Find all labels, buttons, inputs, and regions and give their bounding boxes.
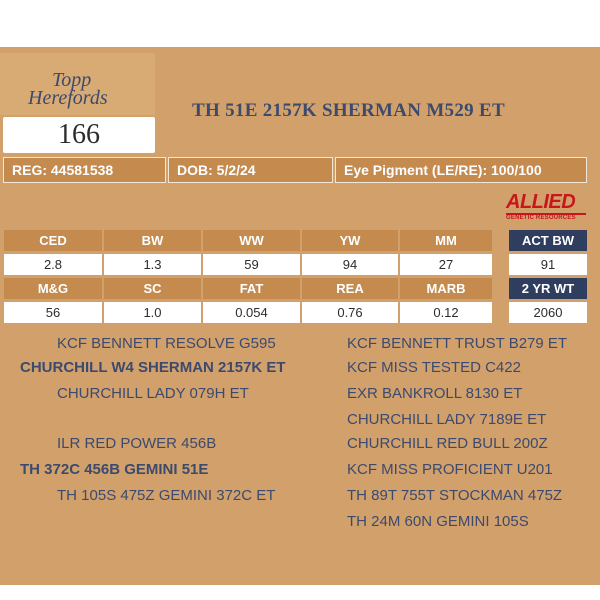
pedigree-dam: TH 372C 456B GEMINI 51E [20, 461, 209, 478]
pedigree-sire-sire: KCF BENNETT RESOLVE G595 [57, 335, 276, 352]
epd-header-mg: M&G [4, 278, 102, 299]
pedigree-r-6: KCF MISS PROFICIENT U201 [347, 461, 553, 478]
epd-header-bw: BW [104, 230, 201, 251]
pedigree-r-2: KCF MISS TESTED C422 [347, 359, 521, 376]
epd-header-rea: REA [302, 278, 398, 299]
two-yr-wt-value: 2060 [509, 302, 587, 323]
pedigree-r-7: TH 89T 755T STOCKMAN 475Z [347, 487, 563, 504]
epd-value-ww: 59 [203, 254, 300, 275]
epd-header-sc: SC [104, 278, 201, 299]
animal-name: TH 51E 2157K SHERMAN M529 ET [192, 100, 505, 121]
pedigree-sire-dam: CHURCHILL LADY 079H ET [57, 385, 249, 402]
pedigree-sire: CHURCHILL W4 SHERMAN 2157K ET [20, 359, 286, 376]
epd-value-rea: 0.76 [302, 302, 398, 323]
epd-value-fat: 0.054 [203, 302, 300, 323]
registration-number: REG: 44581538 [3, 157, 166, 183]
pedigree-dam-sire: ILR RED POWER 456B [57, 435, 217, 452]
pedigree-r-3: EXR BANKROLL 8130 ET [347, 385, 523, 402]
pedigree-dam-dam: TH 105S 475Z GEMINI 372C ET [57, 487, 276, 504]
epd-header-fat: FAT [203, 278, 300, 299]
allied-logo: ALLIED GENETIC RESOURCES [506, 192, 586, 220]
epd-header-yw: YW [302, 230, 398, 251]
epd-value-sc: 1.0 [104, 302, 201, 323]
topp-herefords-logo: Topp Herefords [28, 69, 108, 109]
eye-pigment: Eye Pigment (LE/RE): 100/100 [335, 157, 587, 183]
epd-value-mg: 56 [4, 302, 102, 323]
two-yr-wt-label: 2 YR WT [509, 278, 587, 299]
epd-header-mm: MM [400, 230, 492, 251]
act-bw-value: 91 [509, 254, 587, 275]
pedigree-r-4: CHURCHILL LADY 7189E ET [347, 411, 547, 428]
act-bw-label: ACT BW [509, 230, 587, 251]
epd-value-ced: 2.8 [4, 254, 102, 275]
epd-value-mm: 27 [400, 254, 492, 275]
pedigree-r-8: TH 24M 60N GEMINI 105S [347, 513, 529, 530]
epd-header-marb: MARB [400, 278, 492, 299]
lot-number-box [3, 117, 155, 153]
date-of-birth: DOB: 5/2/24 [168, 157, 333, 183]
epd-header-ced: CED [4, 230, 102, 251]
logo-box [0, 53, 155, 115]
pedigree-r-5: CHURCHILL RED BULL 200Z [347, 435, 548, 452]
lot-number: 166 [58, 119, 100, 150]
epd-header-ww: WW [203, 230, 300, 251]
epd-value-marb: 0.12 [400, 302, 492, 323]
epd-value-yw: 94 [302, 254, 398, 275]
epd-value-bw: 1.3 [104, 254, 201, 275]
pedigree-r-1: KCF BENNETT TRUST B279 ET [347, 335, 568, 352]
